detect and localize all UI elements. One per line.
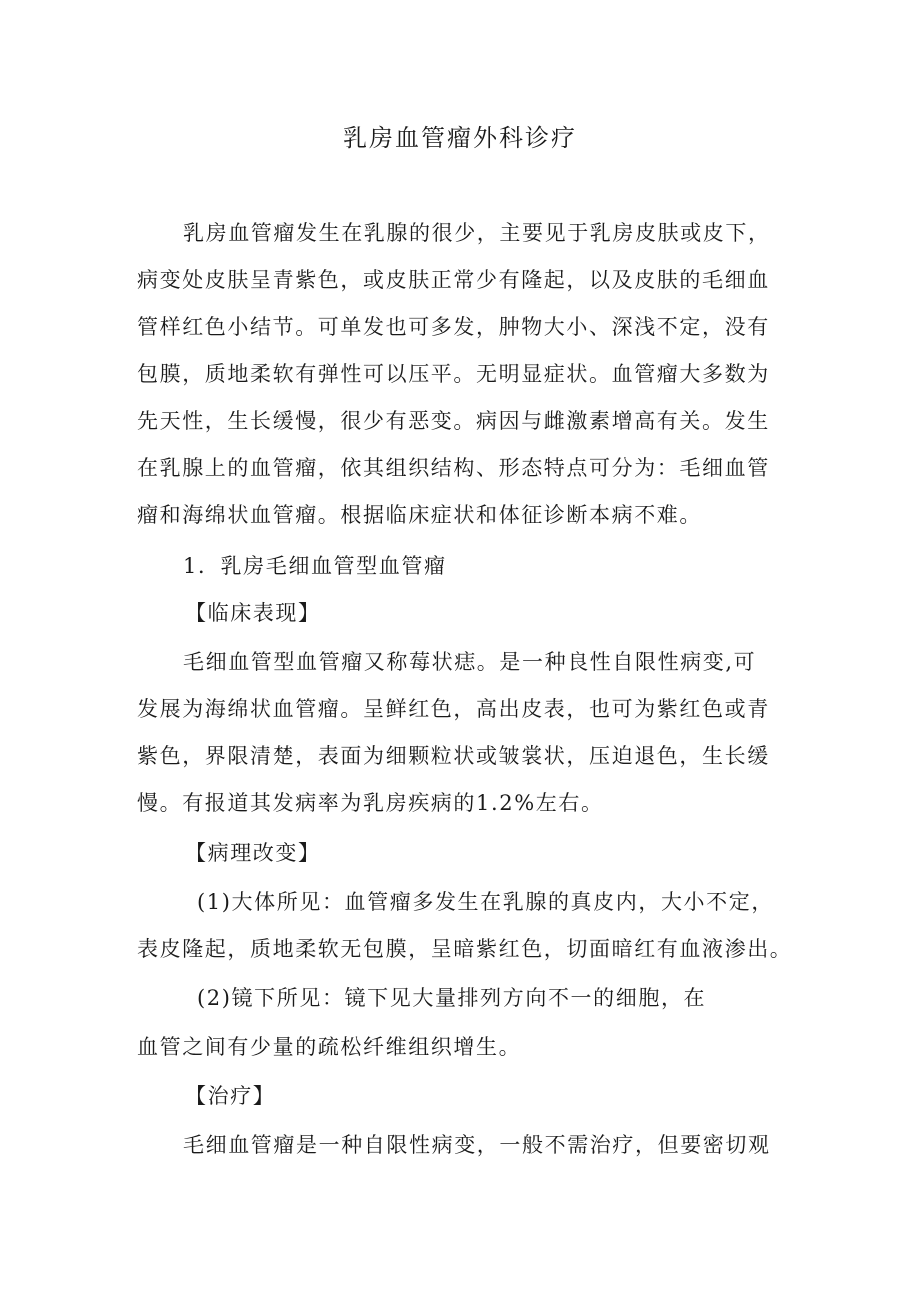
paragraph-line: 包膜，质地柔软有弹性可以压平。无明显症状。血管瘤大多数为 — [137, 362, 770, 386]
paragraph-line: 表皮隆起，质地柔软无包膜，呈暗紫红色，切面暗红有血液渗出。 — [137, 937, 793, 961]
paragraph-line: 血管之间有少量的疏松纤维组织增生。 — [137, 1035, 522, 1059]
section-heading: 1．乳房毛细血管型血管瘤 — [183, 554, 447, 578]
paragraph-line: 乳房血管瘤发生在乳腺的很少，主要见于乳房皮肤或皮下， — [183, 221, 771, 245]
paragraph-line: 发展为海绵状血管瘤。呈鲜红色，高出皮表，也可为紫红色或青 — [137, 697, 770, 721]
paragraph-line: 在乳腺上的血管瘤，依其组织结构、形态特点可分为：毛细血管 — [137, 456, 770, 480]
paragraph-line: 管样红色小结节。可单发也可多发，肿物大小、深浅不定，没有 — [137, 315, 770, 339]
document-title: 乳房血管瘤外科诊疗 — [343, 124, 577, 152]
subsection-heading: 【病理改变】 — [185, 841, 321, 865]
paragraph-line: (1)大体所见：血管瘤多发生在乳腺的真皮内，大小不定， — [197, 890, 774, 914]
paragraph-line: 瘤和海绵状血管瘤。根据临床症状和体征诊断本病不难。 — [137, 503, 702, 527]
paragraph-line: 紫色，界限清楚，表面为细颗粒状或皱裳状，压迫退色，生长缓 — [137, 744, 770, 768]
paragraph-line: 毛细血管型血管瘤又称莓状痣。是一种良性自限性病变,可 — [183, 650, 757, 674]
paragraph-line: 病变处皮肤呈青紫色，或皮肤正常少有隆起，以及皮肤的毛细血 — [137, 268, 770, 292]
paragraph-line: (2)镜下所见：镜下见大量排列方向不一的细胞，在 — [197, 986, 707, 1010]
subsection-heading: 【临床表现】 — [185, 601, 321, 625]
paragraph-line: 慢。有报道其发病率为乳房疾病的1.2%左右。 — [137, 791, 604, 815]
paragraph-line: 毛细血管瘤是一种自限性病变，一般不需治疗，但要密切观 — [183, 1133, 771, 1157]
subsection-heading: 【治疗】 — [185, 1084, 276, 1108]
paragraph-line: 先天性，生长缓慢，很少有恶变。病因与雌激素增高有关。发生 — [137, 409, 770, 433]
